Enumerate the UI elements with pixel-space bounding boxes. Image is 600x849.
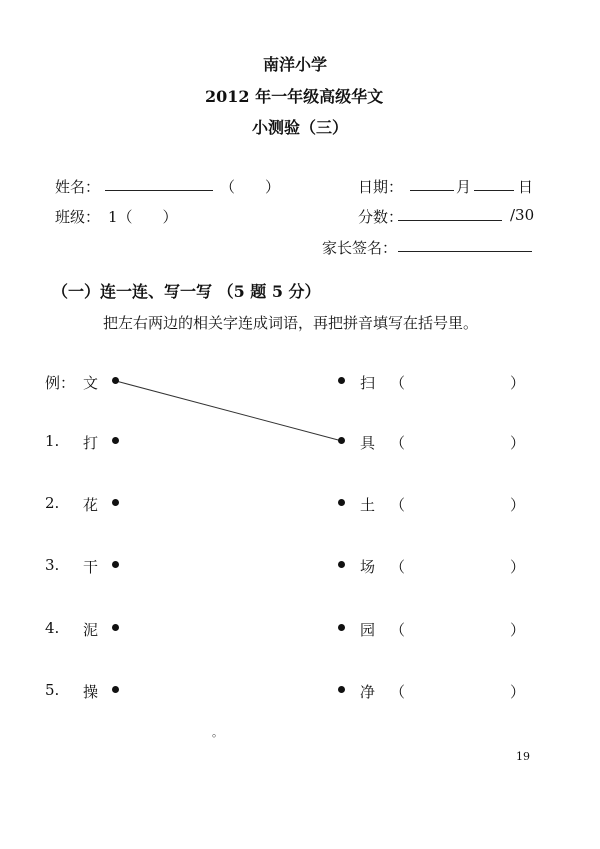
left-connect-dot[interactable] (112, 561, 119, 568)
score-label: 分数： (358, 208, 404, 226)
list-item-left-char: 打 (83, 434, 99, 452)
list-item-right-char: 净 (360, 683, 376, 701)
list-item-number: 2. (45, 494, 60, 512)
list-item-left-char: 文 (83, 374, 99, 392)
class-label: 班级： (55, 208, 101, 226)
name-label: 姓名： (55, 178, 101, 196)
right-connect-dot[interactable] (338, 437, 345, 444)
list-item-right-char: 土 (360, 496, 376, 514)
school-name: 南洋小学 (263, 55, 328, 74)
left-connect-dot[interactable] (112, 624, 119, 631)
right-connect-dot[interactable] (338, 624, 345, 631)
list-item-left-char: 花 (83, 496, 99, 514)
pinyin-open-paren: （ (390, 558, 406, 576)
quiz-title: 小测验（三） (252, 118, 349, 137)
pinyin-open-paren: （ (390, 621, 406, 639)
date-label: 日期： (358, 178, 404, 196)
list-item-left-char: 操 (83, 683, 99, 701)
pinyin-close-paren: ） (510, 683, 526, 701)
day-label: 日 (518, 178, 534, 196)
stray-mark: 。 (212, 726, 223, 739)
right-connect-dot[interactable] (338, 377, 345, 384)
pinyin-open-paren: （ (390, 683, 406, 701)
section-instruction: 把左右两边的相关字连成词语，再把拼音填写在括号里。 (103, 314, 479, 332)
month-label: 月 (456, 178, 472, 196)
page-mark: 19 (516, 750, 530, 763)
left-connect-dot[interactable] (112, 499, 119, 506)
right-connect-dot[interactable] (338, 561, 345, 568)
list-item-right-char: 扫 (360, 374, 376, 392)
pinyin-close-paren: ） (510, 434, 526, 452)
list-item-right-char: 场 (360, 558, 376, 576)
pinyin-close-paren: ） (510, 621, 526, 639)
pinyin-open-paren: （ (390, 496, 406, 514)
name-paren: （ ） (220, 178, 281, 196)
left-connect-dot[interactable] (112, 377, 119, 384)
right-connect-dot[interactable] (338, 499, 345, 506)
left-connect-dot[interactable] (112, 686, 119, 693)
course-title: 2012 年一年级高级华文 (205, 87, 384, 106)
list-item-right-char: 园 (360, 621, 376, 639)
parent-signature-label: 家长签名： (322, 239, 398, 257)
list-item-left-char: 泥 (83, 621, 99, 639)
section-title: （一）连一连、写一写 （5 题 5 分） (52, 282, 321, 301)
list-item-number: 4. (45, 619, 60, 637)
left-connect-dot[interactable] (112, 437, 119, 444)
pinyin-open-paren: （ (390, 434, 406, 452)
right-connect-dot[interactable] (338, 686, 345, 693)
list-item-number: 1. (45, 432, 60, 450)
pinyin-close-paren: ） (510, 374, 526, 392)
list-item-right-char: 具 (360, 434, 376, 452)
list-item-left-char: 干 (83, 558, 99, 576)
score-total: /30 (510, 206, 535, 224)
list-item-number: 3. (45, 556, 60, 574)
pinyin-close-paren: ） (510, 558, 526, 576)
pinyin-open-paren: （ (390, 374, 406, 392)
list-item-number: 5. (45, 681, 60, 699)
pinyin-close-paren: ） (510, 496, 526, 514)
list-item-number: 例： (45, 374, 76, 392)
class-value: 1（ ） (108, 208, 178, 226)
